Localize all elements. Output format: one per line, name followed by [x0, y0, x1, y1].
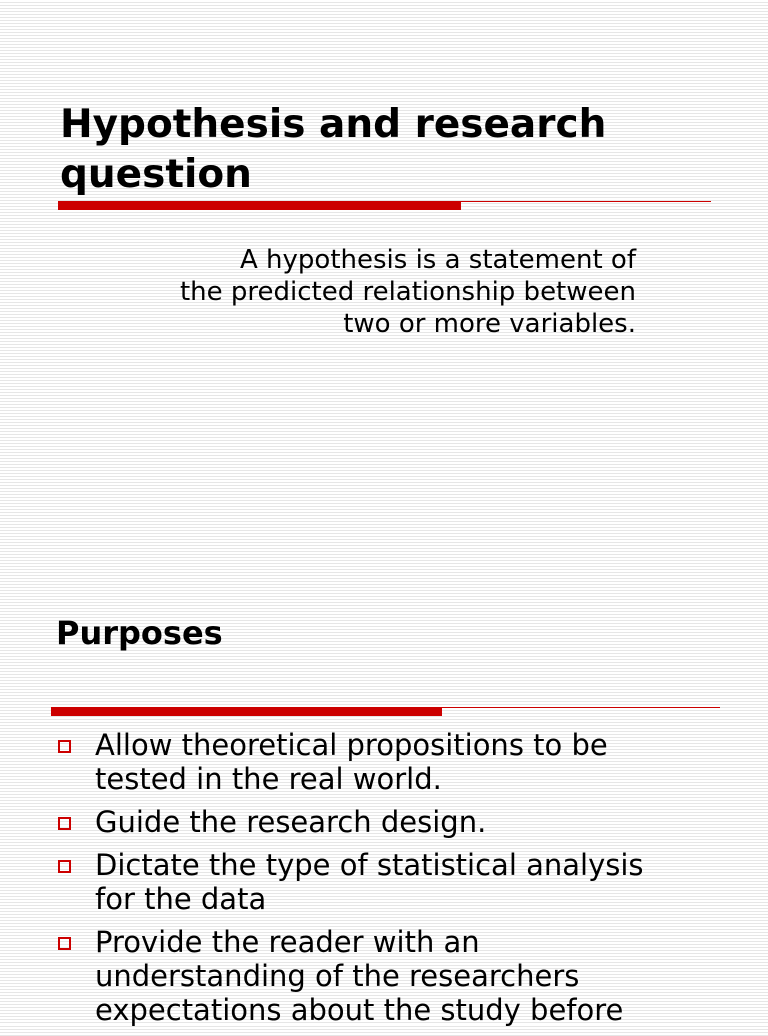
list-item	[56, 848, 746, 916]
list-item-line-2: for the data	[95, 882, 267, 916]
slide-purposes	[0, 560, 768, 1027]
title-underline-thick	[58, 201, 461, 210]
list-item-line-1: Guide the research design.	[95, 805, 487, 839]
title-underline-thin	[442, 707, 720, 708]
list-item-line-1: Allow theoretical propositions to be	[95, 728, 608, 762]
list-item	[56, 805, 746, 839]
title-underline	[58, 201, 711, 210]
list-item-line-2: understanding of the researchers	[95, 959, 580, 993]
title-underline-thin	[461, 201, 711, 202]
hollow-square-icon	[58, 817, 71, 830]
title-line-1: Hypothesis and research	[60, 102, 607, 147]
hollow-square-icon	[58, 937, 71, 950]
definition-line-2: the predicted relationship between	[179, 277, 636, 307]
list-item-line-1: Dictate the type of statistical analysis	[95, 848, 644, 882]
list-item	[56, 925, 746, 1027]
title-line-2: question	[60, 152, 252, 197]
definition-line-3: two or more variables.	[343, 309, 636, 339]
list-item-line-3: expectations about the study before	[95, 993, 624, 1027]
definition-line-1: A hypothesis is a statement of	[240, 245, 636, 275]
title-underline	[51, 707, 720, 716]
slide-title: Purposes	[56, 614, 223, 652]
list-item	[56, 728, 746, 796]
list-item-line-2: tested in the real world.	[95, 762, 442, 796]
slide-title	[60, 100, 720, 200]
purpose-list	[56, 728, 746, 1036]
title-underline-thick	[51, 707, 442, 716]
hollow-square-icon	[58, 740, 71, 753]
hollow-square-icon	[58, 860, 71, 873]
list-item-line-1: Provide the reader with an	[95, 925, 480, 959]
hypothesis-definition	[100, 244, 636, 340]
